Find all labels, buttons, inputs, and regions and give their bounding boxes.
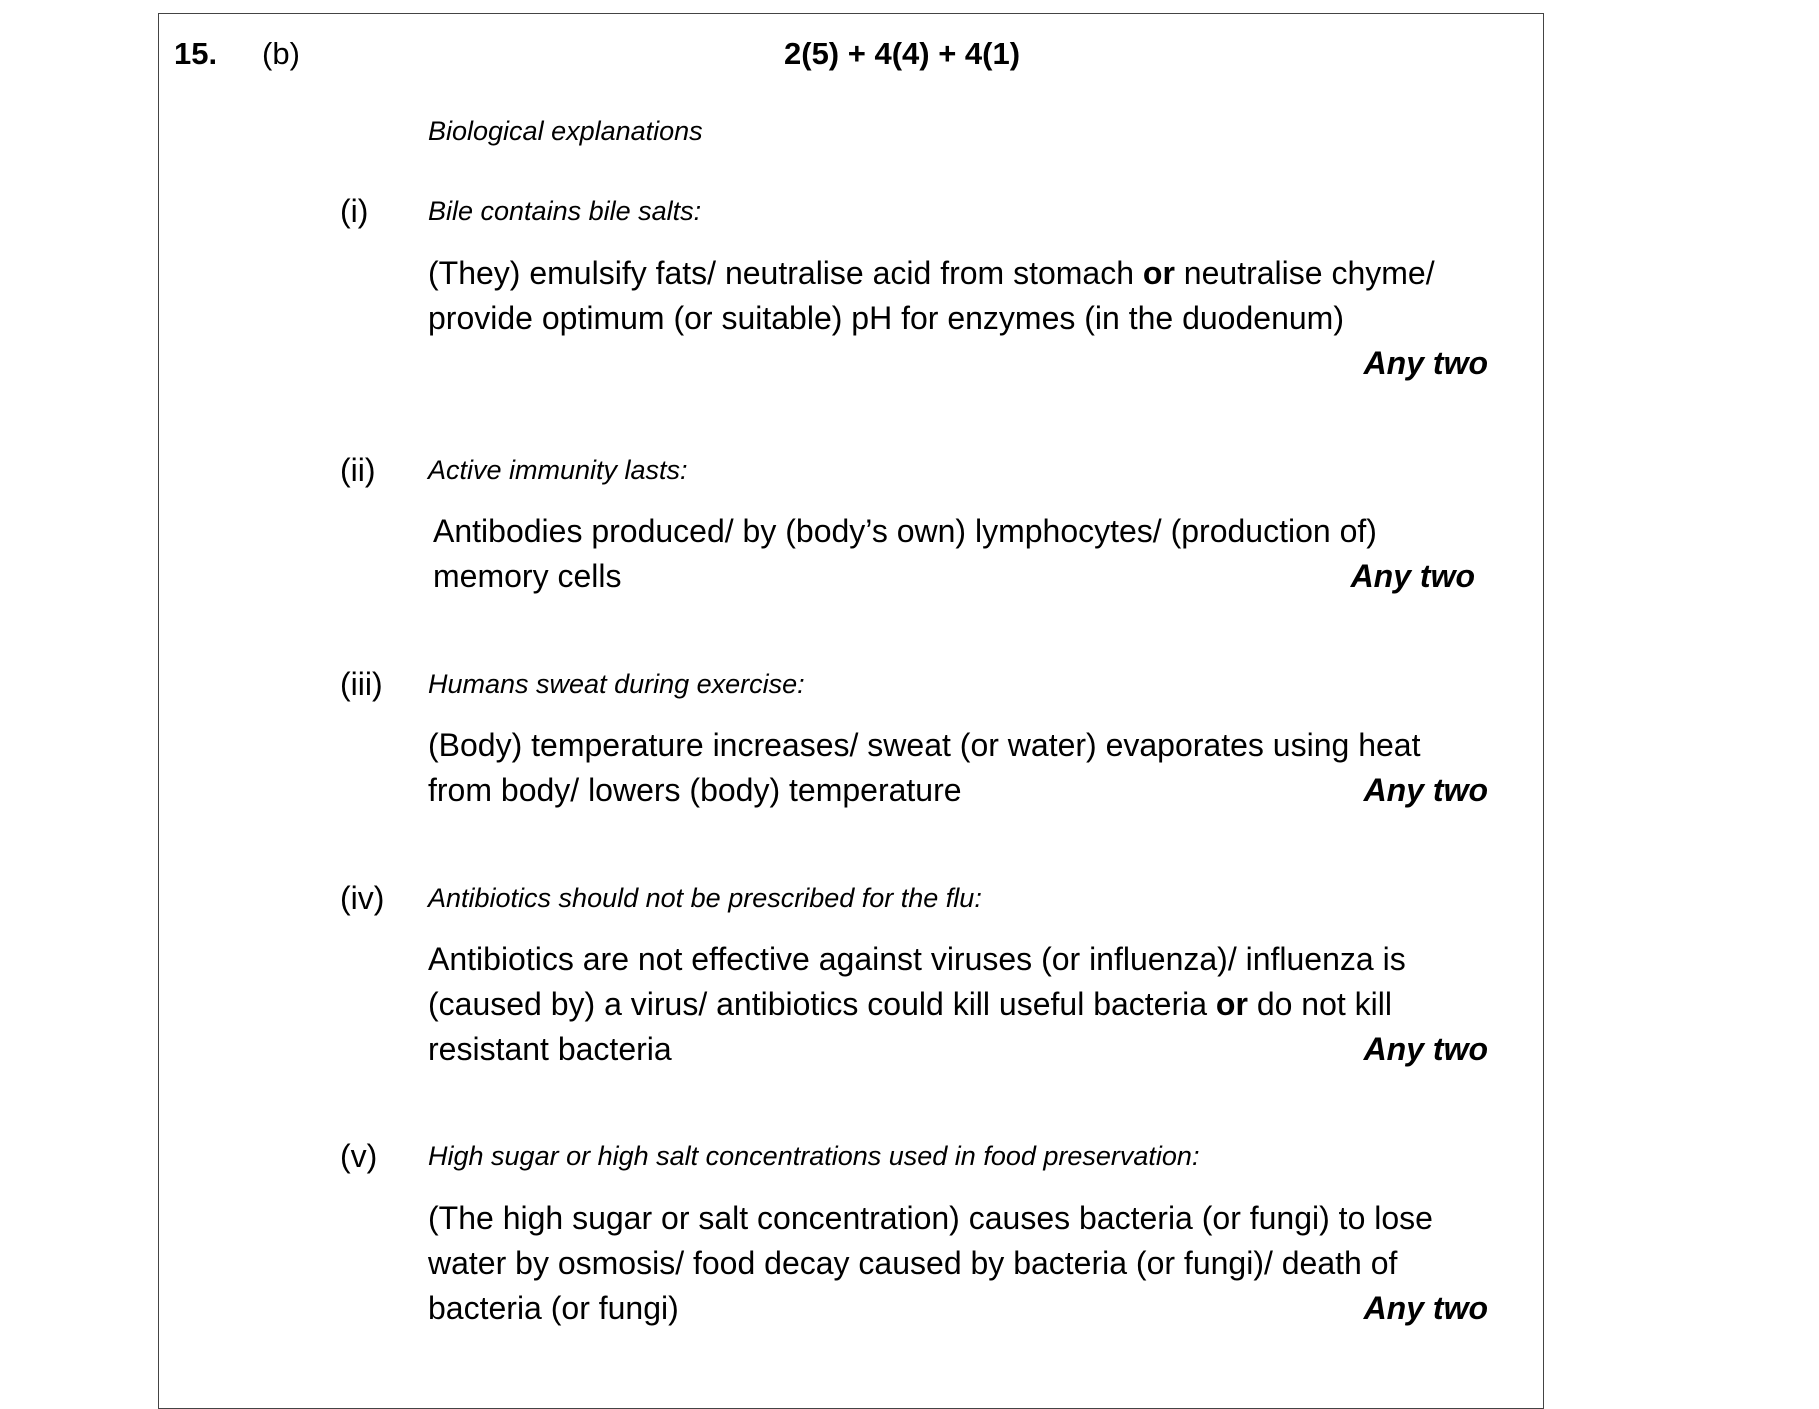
item-numeral-i: (i) (340, 193, 369, 229)
question-number: 15. (174, 36, 218, 71)
answer-line: provide optimum (or suitable) pH for enzymes (in the duodenum) (428, 300, 1344, 336)
section-title: Biological explanations (428, 116, 703, 146)
item-prompt-iii: Humans sweat during exercise: (428, 669, 805, 699)
item-prompt-v: High sugar or high salt concentrations used in food preservation: (428, 1141, 1200, 1171)
answer-line: (Body) temperature increases/ sweat (or water) evaporates using heat (428, 727, 1421, 763)
answer-line: bacteria (or fungi) (428, 1290, 679, 1326)
any-two-label: Any two (1363, 1031, 1488, 1067)
item-answer-iv (428, 937, 1518, 1072)
item-prompt-ii: Active immunity lasts: (428, 455, 688, 485)
answer-line: memory cells (433, 558, 622, 594)
any-two-label: Any two (1363, 345, 1488, 381)
answer-line: resistant bacteria (428, 1031, 672, 1067)
answer-line: (The high sugar or salt concentration) causes bacteria (or fungi) to lose (428, 1200, 1433, 1236)
any-two-label: Any two (1363, 772, 1488, 808)
answer-line: Antibiotics are not effective against viruses (or influenza)/ influenza is (428, 941, 1406, 977)
item-numeral-iii: (iii) (340, 666, 383, 702)
item-prompt-iv: Antibiotics should not be prescribed for the flu: (428, 883, 982, 913)
answer-line: Antibodies produced/ by (body’s own) lymphocytes/ (production of) (433, 513, 1377, 549)
answer-line: from body/ lowers (body) temperature (428, 772, 962, 808)
item-numeral-ii: (ii) (340, 452, 376, 488)
item-answer-iii (428, 723, 1518, 813)
answer-line: (They) emulsify fats/ neutralise acid from stomach or neutralise chyme/ (428, 255, 1435, 291)
item-numeral-v: (v) (340, 1138, 378, 1174)
item-numeral-iv: (iv) (340, 880, 385, 916)
answer-line: water by osmosis/ food decay caused by bacteria (or fungi)/ death of (428, 1245, 1398, 1281)
item-answer-i (428, 251, 1518, 386)
any-two-label: Any two (1350, 558, 1475, 594)
question-part: (b) (262, 36, 300, 71)
any-two-label: Any two (1363, 1290, 1488, 1326)
marks-scheme: 2(5) + 4(4) + 4(1) (784, 36, 1021, 71)
item-answer-v (428, 1196, 1518, 1331)
item-answer-ii (433, 509, 1503, 599)
item-prompt-i: Bile contains bile salts: (428, 196, 702, 226)
answer-line: (caused by) a virus/ antibiotics could kill useful bacteria or do not kill (428, 986, 1392, 1022)
